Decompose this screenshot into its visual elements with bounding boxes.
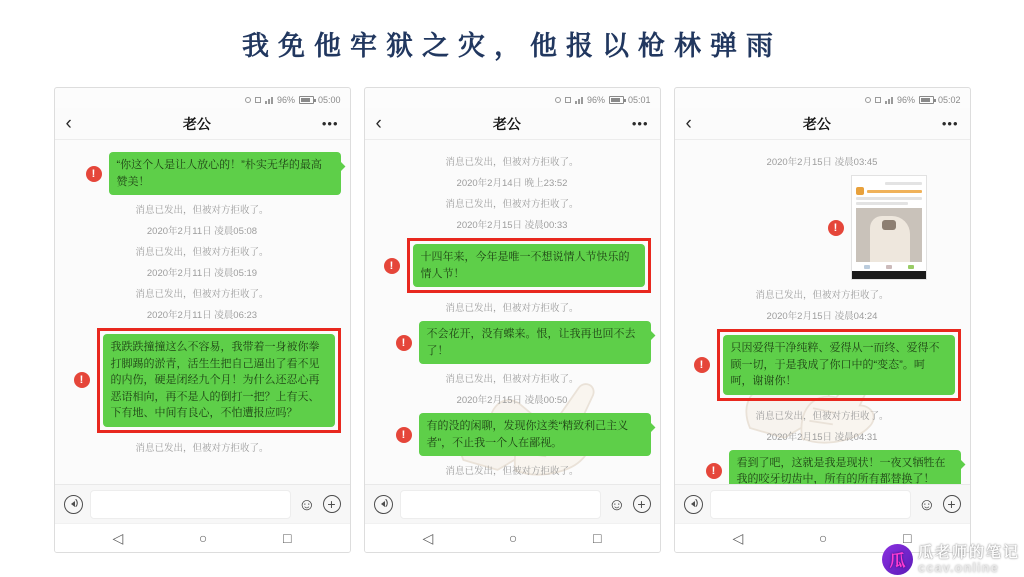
android-home-button[interactable]: ○ — [508, 530, 518, 546]
back-button[interactable]: ‹ — [65, 113, 72, 134]
android-back-button[interactable]: ◁ — [422, 529, 434, 546]
rejected-notice: 消息已发出，但被对方拒收了。 — [135, 205, 269, 216]
timestamp: 2020年2月11日 凌晨05:08 — [146, 226, 258, 237]
sent-message-bubble[interactable]: 有的没的闲聊，发现你这类“精致利己主义者”，不止我一个人在鄙视。 — [419, 413, 651, 456]
timestamp: 2020年2月15日 凌晨00:50 — [456, 395, 568, 406]
battery-percent: 96% — [276, 94, 295, 105]
bluetooth-icon — [255, 97, 261, 103]
post-photo — [856, 208, 922, 262]
android-nav-bar — [55, 523, 350, 552]
message-input[interactable] — [710, 490, 912, 519]
battery-icon — [609, 96, 624, 104]
timestamp: 2020年2月15日 凌晨03:45 — [766, 157, 878, 168]
emoji-icon[interactable]: ☺ — [608, 494, 626, 514]
status-bar — [675, 88, 970, 108]
message-row — [374, 413, 651, 456]
chat-area — [55, 140, 350, 484]
android-recents-button[interactable]: □ — [903, 530, 912, 546]
send-failed-icon[interactable]: ! — [396, 427, 412, 443]
alarm-icon — [865, 97, 871, 103]
phone-screenshot-3 — [674, 87, 971, 553]
timestamp: 2020年2月15日 凌晨00:33 — [456, 220, 568, 231]
alarm-icon — [555, 97, 561, 103]
rejected-notice: 消息已发出，但被对方拒收了。 — [135, 247, 269, 258]
chat-header — [55, 108, 350, 140]
red-highlight-box — [407, 238, 651, 293]
battery-percent: 96% — [586, 94, 605, 105]
chat-header — [365, 108, 660, 140]
timestamp: 2020年2月15日 凌晨04:31 — [766, 431, 878, 443]
send-failed-icon[interactable]: ! — [74, 372, 90, 388]
android-nav-bar — [365, 523, 660, 552]
page-title: 我免他牢狱之灾，他报以枪林弹雨 — [242, 31, 782, 61]
red-highlight-box — [97, 328, 341, 433]
message-input[interactable] — [90, 490, 292, 519]
clock-text: 05:02 — [937, 94, 961, 105]
clock-text: 05:00 — [317, 94, 341, 105]
message-row — [684, 450, 961, 485]
send-failed-icon[interactable]: ! — [694, 357, 710, 373]
plus-icon[interactable]: + — [943, 495, 961, 513]
message-input-bar — [55, 484, 350, 523]
rejected-notice: 消息已发出，但被对方拒收了。 — [445, 199, 579, 210]
android-recents-button[interactable]: □ — [283, 530, 292, 546]
send-failed-icon[interactable]: ! — [706, 463, 722, 479]
message-row-highlighted — [64, 328, 341, 433]
signal-icon — [575, 96, 583, 104]
voice-icon[interactable] — [64, 495, 83, 514]
rejected-notice: 消息已发出，但被对方拒收了。 — [755, 290, 889, 301]
signal-icon — [265, 96, 273, 104]
clock-text: 05:01 — [627, 94, 651, 105]
chat-area — [675, 140, 970, 484]
send-failed-icon[interactable]: ! — [384, 258, 400, 274]
android-home-button[interactable]: ○ — [818, 530, 828, 546]
voice-icon[interactable] — [684, 495, 703, 514]
message-input-bar — [365, 484, 660, 523]
timestamp: 2020年2月14日 晚上23:52 — [456, 178, 568, 189]
bluetooth-icon — [565, 97, 571, 103]
contact-name: 老公 — [492, 115, 521, 132]
android-recents-button[interactable]: □ — [593, 530, 602, 546]
battery-percent: 96% — [896, 94, 915, 105]
sent-message-bubble[interactable]: 不会花开，没有蝶来。恨，让我再也回不去了！ — [419, 321, 651, 364]
more-menu-button[interactable]: ••• — [941, 116, 959, 131]
phone-screenshots-row — [0, 87, 1024, 553]
contact-name: 老公 — [182, 115, 211, 132]
plus-icon[interactable]: + — [633, 495, 651, 513]
watermark — [882, 544, 1020, 575]
post-avatar — [856, 187, 864, 195]
emoji-icon[interactable]: ☺ — [918, 494, 936, 514]
status-bar — [365, 88, 660, 108]
timestamp: 2020年2月11日 凌晨06:23 — [146, 310, 258, 321]
status-bar — [55, 88, 350, 108]
android-back-button[interactable]: ◁ — [112, 529, 124, 546]
message-row — [374, 321, 651, 364]
message-row-highlighted — [684, 329, 961, 401]
message-row — [64, 152, 341, 195]
signal-icon — [885, 96, 893, 104]
sent-message-bubble[interactable]: “你这个人是让人放心的！”朴实无华的最高赞美！ — [109, 152, 341, 195]
plus-icon[interactable]: + — [323, 495, 341, 513]
shared-image-message[interactable] — [851, 175, 927, 280]
rejected-notice: 消息已发出，但被对方拒收了。 — [135, 289, 269, 300]
message-input[interactable] — [400, 490, 602, 519]
more-menu-button[interactable]: ••• — [631, 116, 649, 131]
message-row-highlighted — [374, 238, 651, 293]
send-failed-icon[interactable]: ! — [828, 220, 844, 236]
timestamp: 2020年2月11日 凌晨05:19 — [146, 268, 258, 279]
phone-screenshot-1 — [54, 87, 351, 553]
rejected-notice: 消息已发出，但被对方拒收了。 — [445, 374, 579, 385]
bluetooth-icon — [875, 97, 881, 103]
send-failed-icon[interactable]: ! — [396, 335, 412, 351]
emoji-icon[interactable]: ☺ — [298, 494, 316, 514]
back-button[interactable]: ‹ — [685, 113, 692, 134]
timestamp: 2020年2月15日 凌晨04:24 — [766, 311, 878, 322]
contact-name: 老公 — [802, 115, 831, 132]
voice-icon[interactable] — [374, 495, 393, 514]
rejected-notice: 消息已发出，但被对方拒收了。 — [135, 442, 269, 454]
alarm-icon — [245, 97, 251, 103]
battery-icon — [919, 96, 934, 104]
battery-icon — [299, 96, 314, 104]
more-menu-button[interactable]: ••• — [321, 116, 339, 131]
rejected-notice: 消息已发出，但被对方拒收了。 — [755, 410, 889, 422]
message-input-bar — [675, 484, 970, 523]
sent-message-bubble[interactable]: 十四年来，今年是唯一不想说情人节快乐的情人节！ — [413, 244, 645, 287]
watermark-site: ccav.online — [917, 559, 999, 575]
image-bottom-bar — [852, 271, 926, 279]
android-home-button[interactable]: ○ — [198, 530, 208, 546]
rejected-notice: 消息已发出，但被对方拒收了。 — [445, 303, 579, 314]
phone-screenshot-2 — [364, 87, 661, 553]
message-row-image — [684, 175, 961, 280]
chat-header — [675, 108, 970, 140]
send-failed-icon[interactable]: ! — [86, 166, 102, 182]
android-back-button[interactable]: ◁ — [732, 529, 744, 546]
sent-message-bubble[interactable]: 只因爱得干净纯粹、爱得从一而终、爱得不顾一切，于是我成了你口中的“变态”。呵呵，谢谢你！ — [723, 335, 955, 395]
sent-message-bubble[interactable]: 我跌跌撞撞这么不容易，我带着一身被你拳打脚踢的淤青，活生生把自己逼出了看不见的内伤，硬是闭经九个月！为什么还忍心再恶语相向，再不是人的倒打一把？上有天、下有地、中间有良心，不怕遭报应吗？ — [103, 334, 335, 427]
watermark-brand: 瓜老师的笔记 — [917, 543, 1020, 561]
melon-logo-icon: 瓜 — [882, 544, 913, 575]
back-button[interactable]: ‹ — [375, 113, 382, 134]
chat-area — [365, 140, 660, 484]
rejected-notice: 消息已发出，但被对方拒收了。 — [445, 466, 579, 477]
rejected-notice: 消息已发出，但被对方拒收了。 — [445, 157, 579, 168]
sent-message-bubble[interactable]: 看到了吧，这就是我是现状！一夜又牺牲在我的咬牙切齿中，所有的所有都替换了！ — [729, 450, 961, 485]
red-highlight-box — [717, 329, 961, 401]
